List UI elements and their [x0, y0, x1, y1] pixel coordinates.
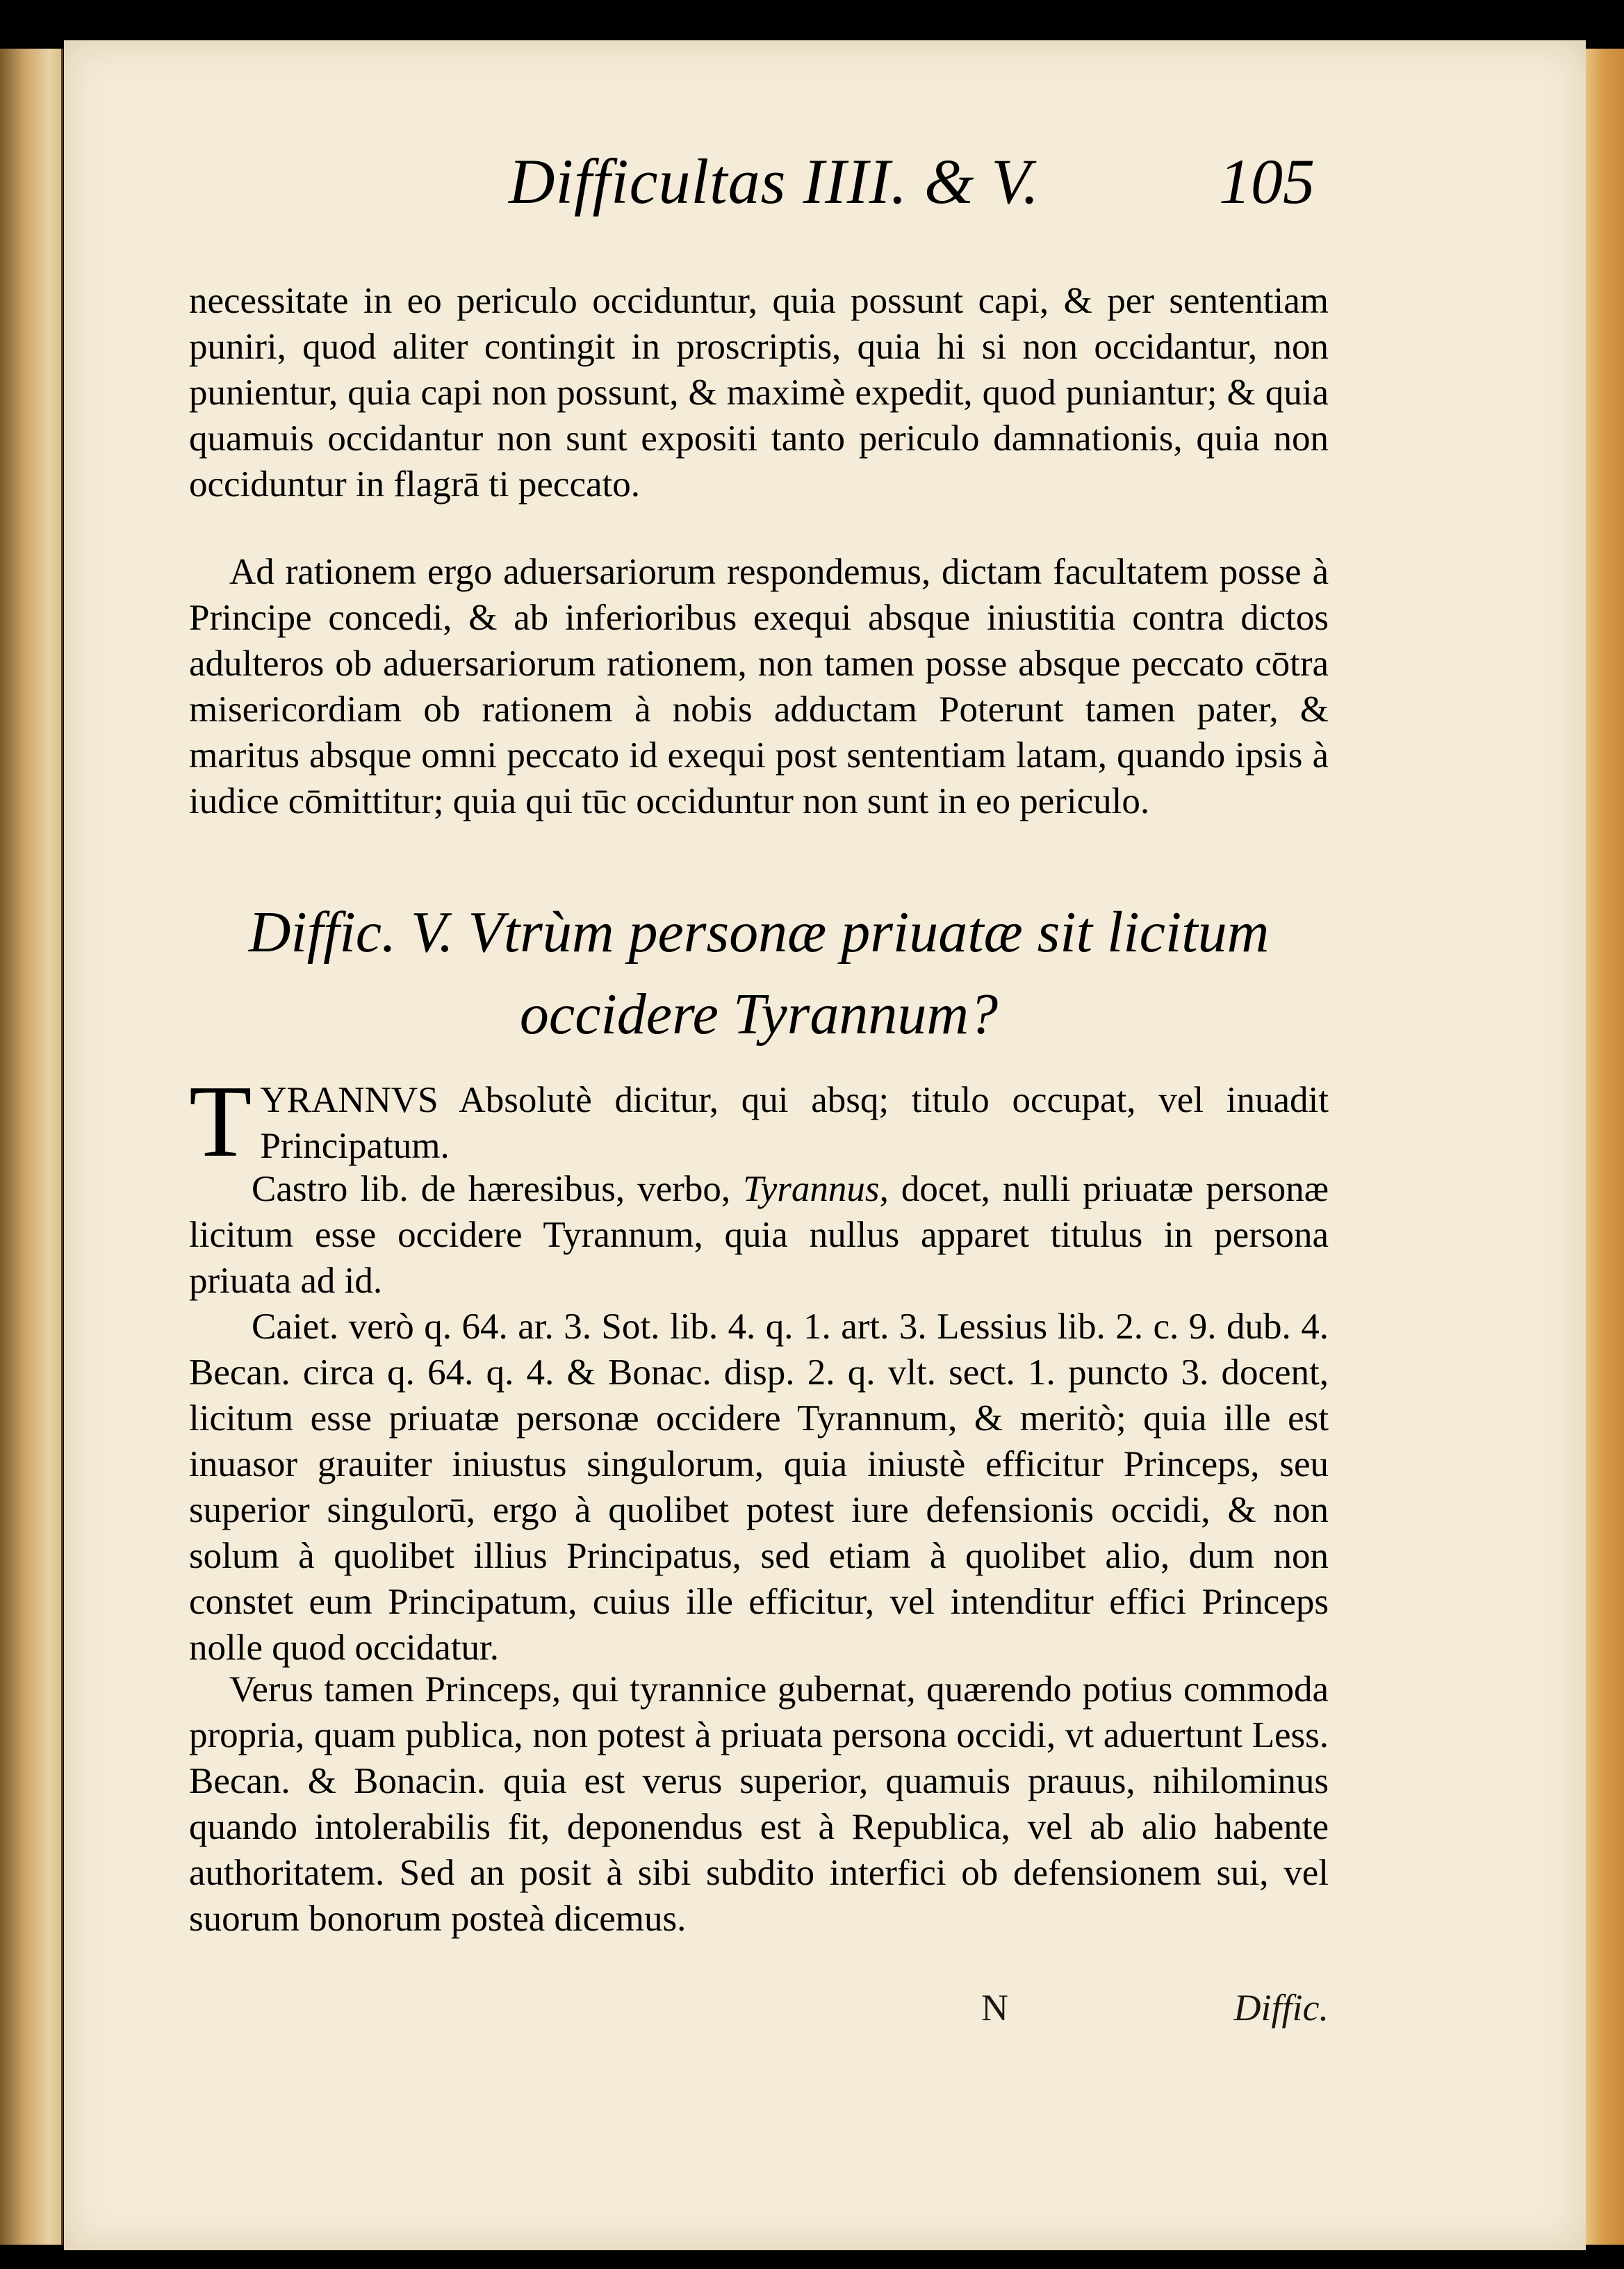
paragraph-with-dropcap [189, 1065, 1329, 1179]
paragraph: Verus tamen Princeps, qui tyrannice gubernat, quærendo potius commoda propria, quam publica, non potest à priuata persona occidi, vt aduertunt Less. Becan. & Bonacin. quia est verus superior, quamuis prauus, nihilominus quando intolerabilis fit, deponendus est à Republica, vel ab alio habente authoritatem. Sed an posit à sibi subdito interfici ob defensionem sui, vel suorum bonorum posteà dicemus. [189, 1669, 1329, 1939]
page-header [425, 145, 1315, 242]
section-heading: Diffic. V. Vtrùm personæ priuatæ sit licitum occidere Tyrannum? [248, 900, 1270, 1047]
catchword: Diffic. [1233, 1987, 1329, 2029]
paragraph-text: Castro lib. de hæresibus, verbo, [252, 1169, 744, 1209]
drop-cap: T [189, 1065, 252, 1179]
paragraph: Caiet. verò q. 64. ar. 3. Sot. lib. 4. q. 1. art. 3. Lessius lib. 2. c. 9. dub. 4. Becan. circa q. 64. q. 4. & Bonac. disp. 2. q. vlt. sect. 1. puncto 3. docent, licitum esse priuatæ personæ occidere Tyrannum, & meritò; quia ille est inuasor grauiter iniustus singulorum, quia iniustè efficitur Princeps, seu superior singulorū, ergo à quolibet potest iure defensionis occidi, & non solum à quolibet illius Principatus, sed etiam à quolibet alio, dum non constet eum Principatum, cuius ille efficitur, vel intenditur effici Princeps nolle quod occidatur. [189, 1306, 1329, 1668]
paragraph [189, 1166, 1329, 1304]
paragraph: necessitate in eo periculo occiduntur, quia possunt capi, & per sententiam puniri, quod aliter contingit in proscriptis, quia hi si non occidantur, non punientur, quia capi non possunt, & maximè expedit, quod puniantur; & quia quamuis occidantur non sunt expositi tanto periculo damnationis, quia non occiduntur in flagrā ti peccato. [189, 281, 1329, 505]
paragraph-text: YRANNVS Absolutè dicitur, qui absq; titulo occupat, vel inuadit Principatum. [260, 1080, 1329, 1166]
signature-mark: N [981, 1987, 1008, 2029]
page-fore-edge [1582, 49, 1624, 2245]
paragraph-text: , docet, nulli priuatæ personæ licitum esse occidere Tyrannum, quia nullus apparet titulus in persona priuata ad id. [189, 1169, 1329, 1301]
page-number: 105 [1219, 146, 1315, 217]
book-page [64, 40, 1586, 2250]
italic-term: Tyrannus [743, 1169, 880, 1209]
running-title: Difficultas IIII. & V. [509, 146, 1040, 217]
paragraph: Ad rationem ergo aduersariorum respondemus, dictam facultatem posse à Principe concedi, & ab inferioribus exequi absque iniustitia contra dictos adulteros ob aduersariorum rationem, non tamen posse absque peccato cōtra misericordiam ob rationem à nobis adductam Poterunt tamen pater, & maritus absque omni peccato id exequi post sententiam latam, quando ipsis à iudice cōmittitur; quia qui tūc occiduntur non sunt in eo periculo. [189, 552, 1329, 821]
page-footer [189, 1986, 1329, 2042]
previous-page-edge [0, 49, 63, 2245]
